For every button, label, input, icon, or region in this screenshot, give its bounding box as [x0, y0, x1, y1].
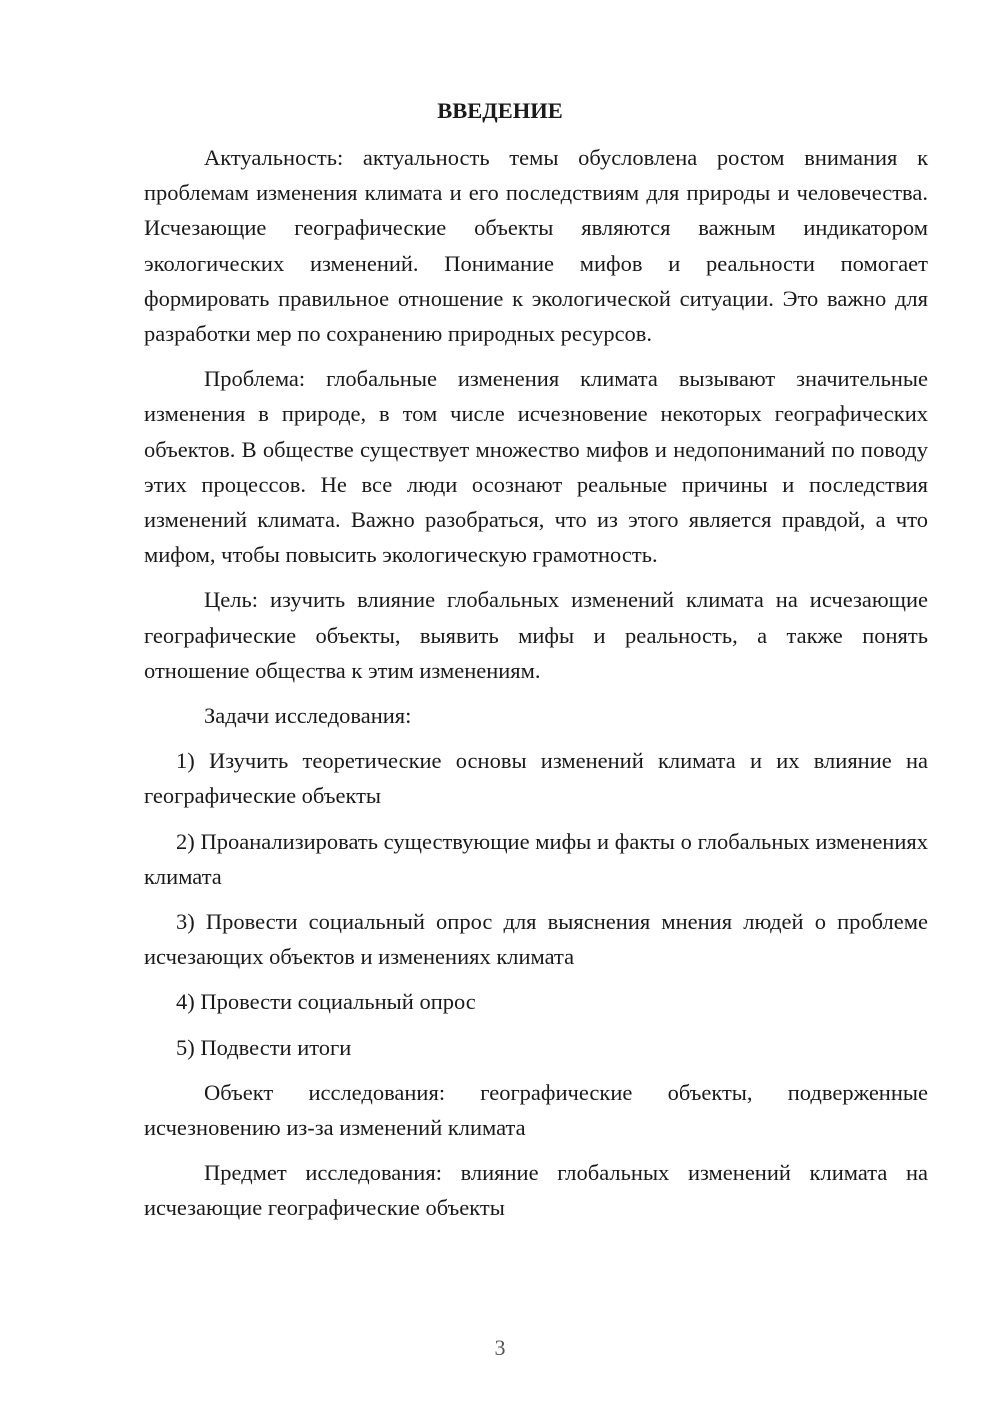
object-paragraph: Объект исследования: географические объекты, подверженные исчезновению из-за изменений климата: [144, 1079, 928, 1141]
task-item: 2) Проанализировать существующие мифы и факты о глобальных изменениях климата: [144, 828, 928, 889]
goal-paragraph: Цель: изучить влияние глобальных изменений климата на исчезающие географические объекты, выявить мифы и реальность, а также понять отношение общества к этим изменениям.: [144, 587, 928, 683]
task-item: 5) Подвести итоги: [176, 1034, 352, 1060]
task-item: 4) Провести социальный опрос: [176, 989, 476, 1015]
task-item: 1) Изучить теоретические основы изменений климата и их влияние на географические объекты: [144, 748, 928, 809]
relevance-paragraph: Актуальность: актуальность темы обусловлена ростом внимания к проблемам изменения климата и его последствиям для природы и человечества. Исчезающие географические объекты являются важным индикатором экологических изменений. Понимание мифов и реальности помогает формировать правильное отношение к экологической ситуации. Это важно для разработки мер по сохранению природных ресурсов.: [144, 145, 928, 347]
subject-paragraph: Предмет исследования: влияние глобальных изменений климата на исчезающие географические объекты: [144, 1160, 928, 1221]
page-number: 3: [494, 1335, 506, 1360]
problem-paragraph: Проблема: глобальные изменения климата вызывают значительные изменения в природе, в том числе исчезновение некоторых географических объектов. В обществе существует множество мифов и недопониманий по поводу этих процессов. Не все люди осознают реальные причины и последствия изменений климата. Важно разобраться, что из этого является правдой, а что мифом, чтобы повысить экологическую грамотность.: [144, 366, 928, 568]
task-item: 3) Провести социальный опрос для выяснения мнения людей о проблеме исчезающих объектов и изменениях климата: [144, 909, 928, 970]
body-text: [144, 140, 928, 1226]
section-heading: ВВЕДЕНИЕ: [437, 98, 563, 123]
tasks-heading: Задачи исследования:: [204, 703, 412, 729]
